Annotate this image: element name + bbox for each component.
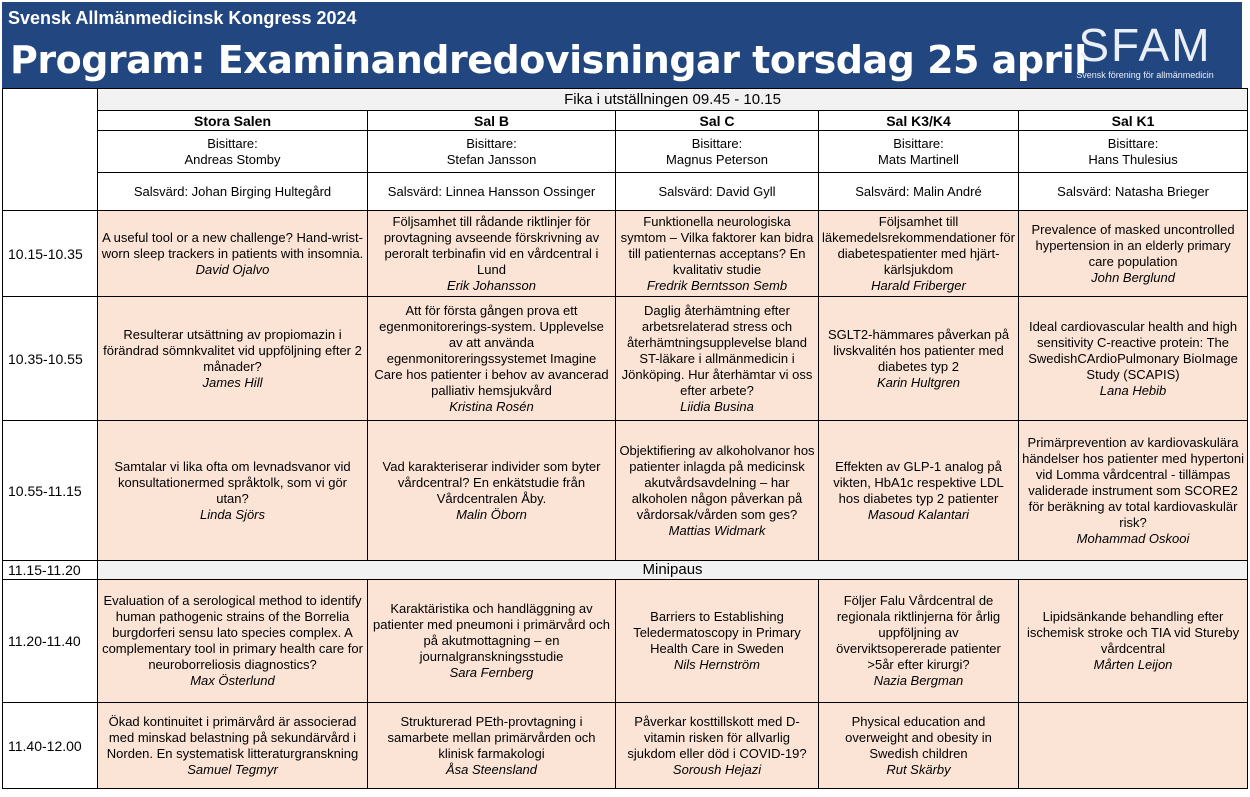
bisittare-cell: [368, 131, 616, 173]
talk-cell: [819, 211, 1019, 297]
talk-title: Ökad kontinuitet i primärvård är associerad med minskad belastning på sekundärvård i Norden. En systematisk litteraturgranskning: [106, 713, 359, 761]
talk-title: Följsamhet till rådande riktlinjer för provtagning avseende förskrivning av peroralt terbinafin vid en vårdcentral i Lund: [383, 213, 600, 277]
page-title: Program: Examinandredovisningar torsdag 25 april: [10, 38, 1087, 82]
talk-title: Effekten av GLP-1 analog på vikten, HbA1c respektive LDL hos diabetes typ 2 patienter: [833, 458, 1004, 506]
talk-title: Strukturerad PEth-provtagning i samarbete mellan primärvården och klinisk farmakologi: [387, 713, 596, 761]
talk-author: Nils Hernström: [674, 657, 760, 672]
talk-title: Vad karakteriserar individer som byter vårdcentral? En enkätstudie från Vårdcentralen Åby.: [382, 458, 601, 506]
talk-cell: [819, 580, 1019, 703]
talk-title: Objektifiering av alkoholvanor hos patienter inlagda på medicinsk akutvårdsavdelning – har alkoholen någon påverkan på vårdorsak/vården som ges?: [619, 442, 815, 522]
talk-author: Karin Hultgren: [876, 374, 961, 390]
logo-text: SFAM: [1078, 19, 1212, 71]
talk-author: Mohammad Oskooi: [1076, 530, 1190, 546]
talk-author: Fredrik Berntsson Semb: [646, 277, 788, 293]
bisittare-cell: [98, 131, 368, 173]
talk-author: Malin Öborn: [456, 506, 527, 522]
fika-bar: Fika i utställningen 09.45 - 10.15: [98, 89, 1248, 111]
time-cell: 11.20-11.40: [3, 580, 98, 703]
talk-author: Masoud Kalantari: [867, 506, 970, 522]
time-cell: 10.15-10.35: [3, 211, 98, 297]
talk-cell: [616, 211, 819, 297]
talk-cell: [616, 580, 819, 703]
time-cell: 10.55-11.15: [3, 421, 98, 561]
bisittare-label: Bisittare:: [691, 135, 743, 151]
talk-cell: [98, 703, 368, 789]
time-cell: 11.40-12.00: [3, 703, 98, 789]
talk-cell: [368, 703, 616, 789]
talk-author: Linda Sjörs: [199, 506, 266, 522]
time-cell: 11.15-11.20: [3, 561, 98, 580]
empty-talk-cell: [1019, 703, 1248, 789]
time-cell: 10.35-10.55: [3, 297, 98, 421]
talk-author: Harald Friberger: [871, 277, 966, 293]
talk-cell: [1019, 211, 1248, 297]
bisittare-name: Magnus Peterson: [666, 151, 768, 167]
logo-tagline: Svensk förening för allmänmedicin: [1076, 70, 1214, 80]
talk-title: SGLT2-hämmares påverkan på livskvalitén hos patienter med diabetes typ 2: [827, 326, 1010, 374]
minipaus-bar: Minipaus: [98, 561, 1248, 580]
talk-title: Påverkar kosttillskott med D-vitamin risken för allvarlig sjukdom eller död i COVID-19?: [627, 713, 807, 761]
talk-title: Prevalence of masked uncontrolled hypertension in an elderly primary care population: [1031, 221, 1235, 269]
talk-cell: [616, 703, 819, 789]
room-header: Stora Salen: [98, 111, 368, 131]
talk-cell: [368, 421, 616, 561]
bisittare-label: Bisittare:: [893, 135, 944, 151]
talk-author: David Ojalvo: [195, 261, 270, 277]
sfam-logo: [1070, 19, 1220, 84]
bisittare-name: Mats Martinell: [878, 151, 959, 167]
talk-cell: [368, 211, 616, 297]
salsvard-cell: Salsvärd: Johan Birging Hultegård: [98, 173, 368, 211]
talk-title: A useful tool or a new challenge? Hand-wrist-worn sleep trackers in patients with insomnia.: [101, 229, 364, 261]
bisittare-label: Bisittare:: [466, 135, 517, 151]
talk-cell: [1019, 421, 1248, 561]
talk-title: Daglig återhämtning efter arbetsrelaterad stress och återhämtningsupplevelse bland ST-läkare i allmänmedicin i Jönköping. Hur återhämtar vi oss efter arbete?: [621, 302, 813, 398]
talk-author: Åsa Steensland: [445, 761, 538, 777]
corner-cell: [3, 89, 98, 211]
talk-title: Physical education and overweight and obesity in Swedish children: [845, 713, 992, 761]
talk-cell: [819, 297, 1019, 421]
talk-title: Karaktäristika och handläggning av patienter med pneumoni i primärvård och på akutmottagning – en journalgranskningsstudie: [372, 601, 610, 664]
talk-title: Ideal cardiovascular health and high sensitivity C-reactive protein: The SwedishCArdioPulmonary BioImage Study (SCAPIS): [1028, 318, 1238, 382]
talk-title: Att för första gången prova ett egenmonitorerings-system. Upplevelse av att använda egenmonitoreringssystemet Imagine Care hos patienter i behov av avancerad palliativ hemsjukvård: [374, 302, 609, 398]
talk-title: Följer Falu Vårdcentral de regionala riktlinjerna för årlig uppföljning av överviktsopererade patienter >5år efter kirurgi?: [836, 593, 1001, 672]
talk-cell: [368, 297, 616, 421]
talk-cell: [1019, 297, 1248, 421]
bisittare-cell: [819, 131, 1019, 173]
salsvard-cell: Salsvärd: David Gyll: [616, 173, 819, 211]
talk-title: Barriers to Establishing Teledermatoscopy in Primary Health Care in Sweden: [633, 609, 801, 656]
talk-title: Primärprevention av kardiovaskulära händelser hos patienter med hypertoni vid Lomma vårdcentral - tillämpas validerade instrument som SCORE2 för beräkning av total kardiovaskulär risk?: [1022, 434, 1244, 530]
talk-title: Funktionella neurologiska symtom – Vilka faktorer kan bidra till patienternas acceptans? En kvalitativ studie: [620, 213, 814, 277]
talk-author: John Berglund: [1091, 269, 1175, 285]
talk-cell: [616, 421, 819, 561]
room-header: Sal C: [616, 111, 819, 131]
talk-cell: [1019, 580, 1248, 703]
room-header: Sal K1: [1019, 111, 1248, 131]
talk-author: Lana Hebib: [1099, 382, 1167, 398]
talk-author: Kristina Rosén: [449, 398, 534, 414]
talk-cell: [368, 580, 616, 703]
talk-cell: [819, 421, 1019, 561]
talk-title: Följsamhet till läkemedelsrekommendationer för diabetespatienter med hjärt-kärlsjukdom: [822, 213, 1015, 277]
talk-cell: [819, 703, 1019, 789]
talk-title: Evaluation of a serological method to identify human pathogenic strains of the Borrelia burgdorferi sensu lato species complex. A complementary tool in primary health care for neuroborreliosis diagnostics?: [102, 593, 363, 672]
bisittare-name: Stefan Jansson: [446, 151, 537, 167]
salsvard-cell: Salsvärd: Natasha Brieger: [1019, 173, 1248, 211]
talk-author: Erik Johansson: [447, 277, 536, 293]
talk-cell: [98, 211, 368, 297]
talk-title: Resulterar utsättning av propiomazin i förändrad sömnkvalitet vid uppföljning efter 2 månader?: [103, 326, 362, 374]
talk-author: Max Österlund: [190, 673, 275, 688]
talk-author: Nazia Bergman: [873, 673, 964, 688]
talk-cell: [98, 297, 368, 421]
talk-cell: [616, 297, 819, 421]
program-table: [2, 88, 1248, 789]
room-header: Sal K3/K4: [819, 111, 1019, 131]
salsvard-cell: Salsvärd: Malin André: [819, 173, 1019, 211]
bisittare-name: Hans Thulesius: [1088, 151, 1178, 167]
bisittare-label: Bisittare:: [207, 135, 258, 151]
bisittare-name: Andreas Stomby: [184, 151, 281, 167]
talk-author: Samuel Tegmyr: [187, 761, 278, 777]
congress-name: Svensk Allmänmedicinsk Kongress 2024: [8, 8, 357, 28]
talk-author: Soroush Hejazi: [672, 761, 762, 777]
talk-cell: [98, 580, 368, 703]
salsvard-cell: Salsvärd: Linnea Hansson Ossinger: [368, 173, 616, 211]
room-header: Sal B: [368, 111, 616, 131]
talk-cell: [98, 421, 368, 561]
talk-title: Samtalar vi lika ofta om levnadsvanor vid konsultationermed språktolk, som vi gör utan?: [114, 458, 351, 506]
bisittare-cell: [1019, 131, 1248, 173]
header-banner: [2, 2, 1242, 88]
talk-author: Liidia Busina: [680, 398, 754, 414]
talk-title: Lipidsänkande behandling efter ischemisk stroke och TIA vid Stureby vårdcentral: [1026, 609, 1240, 656]
talk-author: Sara Fernberg: [449, 665, 534, 680]
talk-author: James Hill: [202, 374, 263, 390]
bisittare-cell: [616, 131, 819, 173]
talk-author: Rut Skärby: [886, 761, 951, 777]
talk-author: Mårten Leijon: [1093, 657, 1173, 672]
bisittare-label: Bisittare:: [1107, 135, 1159, 151]
talk-author: Mattias Widmark: [668, 522, 766, 538]
